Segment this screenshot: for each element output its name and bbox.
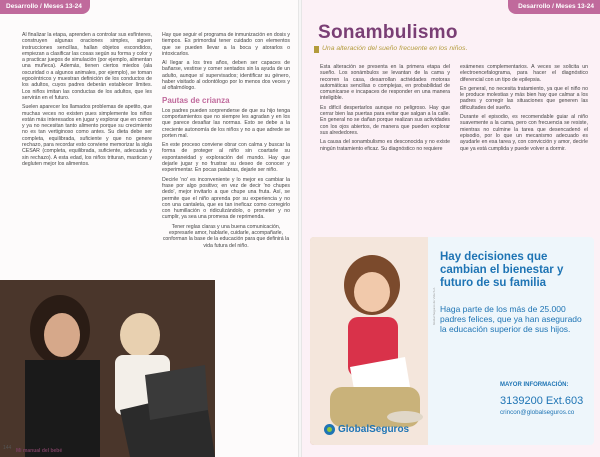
left-col2-paragraph-3: Los padres pueden sorprenderse de que su hijo tenga comportamientos que no siempre les agradan y en los que parece desafiar las normas. Esto se debe a la creciente autonomía de los niños y no a que adrede se porten mal. — [162, 107, 290, 139]
ad-email[interactable]: crincon@globalseguros.co — [500, 409, 575, 416]
subtitle-marker-icon — [314, 46, 319, 53]
section-tag-right: Desarrollo / Meses 13-24 — [508, 0, 600, 14]
left-col2-paragraph-6: Tener reglas claras y una buena comunicación, expresarle amor, hablarle, cuidarle, acompañarle, conforman la base de la educación para que definirá la vida futura del niño. — [162, 223, 290, 249]
ad-info-label: MAYOR INFORMACIÓN: — [500, 382, 569, 388]
left-column-1 — [22, 32, 152, 170]
right-col2-paragraph-3: Durante el episodio, es recomendable guiar al niño suavemente a la cama, pero con frecuencia se resiste, mientras no culmine la tarea que desencadenó el episodio, por lo que un mecanismo adecuado es ayudarle en esa tarea y, con convicción y amor, decirle que ya está cumplida y puede volver a dormir. — [460, 114, 588, 152]
section-tag-left: Desarrollo / Meses 13-24 — [0, 0, 90, 14]
ad-headline: Hay decisiones que cambian el bienestar y futuro de su familia — [440, 251, 564, 289]
left-col1-paragraph-2: Suelen aparecer los llamados problemas de apetito, que muchas veces no existen pues simplemente los niños están más interesados en jugar y explorar que en comer y ya no necesitan tanto alimento porque su crecimiento no es tan vertiginoso como antes. Su dieta debe ser completa, equilibrada, suficiente y que no genere rechazo, para recordar esto conviene memorizar la sigla CESAR (completa, equilibrada, suficiente, adecuada y sin rechazo). A esta edad, los niños trituran, mastican y degluten mejor los alimentos. — [22, 104, 152, 167]
article-subtitle: Una alteración del sueño frecuente en los niños. — [322, 45, 468, 52]
girl-illustration — [310, 237, 428, 445]
right-col1-paragraph-2: Es difícil despertarlos aunque no peligroso. Hay que cerrar bien las puertas para evitar que salgan a la calle. En general no se dañan porque realizan sus actividades con los ojos abiertos, de manera que pueden explorar sus alrededores. — [320, 104, 450, 136]
global-seguros-logo — [324, 424, 409, 435]
right-column-1 — [320, 64, 450, 155]
globe-logo-icon — [324, 424, 335, 435]
magazine-logo: Mi manual del bebé — [16, 448, 63, 454]
ad-logo-text: GlobalSeguros — [338, 424, 410, 435]
photo-illustration — [0, 280, 215, 457]
left-col1-paragraph-1: Al finalizar la etapa, aprenden a controlar sus esfínteres, construyen algunas oraciones simples, siguen instrucciones sencillas, hallan objetos escondidos, empiezan a clasificar las cosas según su forma y color y a practicar juegos de simulación (por ejemplo, alimentan una muñeca). Además, tienen ciertos miedos (ala oscuridad o a algunos animales, por ejemplo), se toman egocéntricos y muestran definición de los conductos de los adultos, cuyos padres deberán establecer límites. Los niños imitan las conductas de los adultos, que les servirán en el futuro. — [22, 32, 152, 101]
legal-vertical-note: Global Seguros de Vida S.A. — [432, 286, 436, 325]
page-number: 144 — [3, 445, 12, 451]
right-page — [300, 0, 600, 457]
right-col2-paragraph-2: En general, no necesita tratamiento, ya que el niño no le produce molestias y más bien hay que calmar a los padres y corregir las situaciones que generen las dificultades del sueño. — [460, 85, 588, 111]
left-col2-paragraph-4: En este proceso conviene obrar con calma y buscar la forma de proteger al niño sin coartarle su espontaneidad y exploración del mundo. Hay que dejarle jugar y no frustrar su deseo de conocer y experimentar. En pocas palabras, dejarle ser niño. — [162, 142, 290, 174]
page-gutter — [298, 0, 302, 457]
global-seguros-advertisement — [310, 237, 594, 445]
left-col2-paragraph-2: Al llegar a los tres años, deben ser capaces de bañarse, vestirse y comer sentados sin la ayuda de un adulto, aunque sí supervisados; identificar su género, haber visitado al odontólogo por lo menos dos veces y al oftalmólogo. — [162, 60, 290, 92]
left-col2-paragraph-1: Hay que seguir el programa de inmunización en dosis y tiempos. Es primordial tener cuidado con elementos que se pueden llevar a la boca y atorarlos o intoxicarlos. — [162, 32, 290, 57]
ad-body: Haga parte de los más de 25.000 padres felices, que ya han asegurado la educación superior de sus hijos. — [440, 304, 582, 334]
girl-reading-photo — [310, 237, 428, 445]
right-column-2 — [460, 64, 588, 155]
left-column-2 — [162, 32, 290, 252]
mother-child-laptop-photo — [0, 280, 215, 457]
left-col2-paragraph-5: Decirle 'no' es inconveniente y lo mejor es cambiar la frase por algo positivo; en vez de decir 'no chupes dedo', mejor invitarlo a que chupe una fruta. Así, se permite que el niño aprenda por su experiencia y no con una cantaleta, que es tan ineficaz como corregirlo con humillación o ridiculizándolo, o prometer y no cumplir, ya sea una promesa de reprimenda. — [162, 176, 290, 221]
right-col1-paragraph-3: La causa del sonambulismo es desconocida y no existe ningún tratamiento eficaz. Su diagnóstico no requiere — [320, 139, 450, 152]
right-col1-paragraph-1: Esta alteración se presenta en la primera etapa del sueño. Los sonámbulos se levantan de la cama y recorren la casa, desarrollan actividades motoras automáticas sencillas o complejas, en probabilidad de comunicarse e incapaces de responder en una manera inteligible. — [320, 64, 450, 102]
ad-phone[interactable]: 3139200 Ext.603 — [500, 395, 584, 407]
article-title: Sonambulismo — [318, 22, 458, 43]
subhead-pautas: Pautas de crianza — [162, 95, 230, 105]
right-col2-paragraph-1: exámenes complementarios. A veces se solicita un electroencefalograma, para hacer el diagnóstico diferencial con un tipo de epilepsia. — [460, 64, 588, 83]
